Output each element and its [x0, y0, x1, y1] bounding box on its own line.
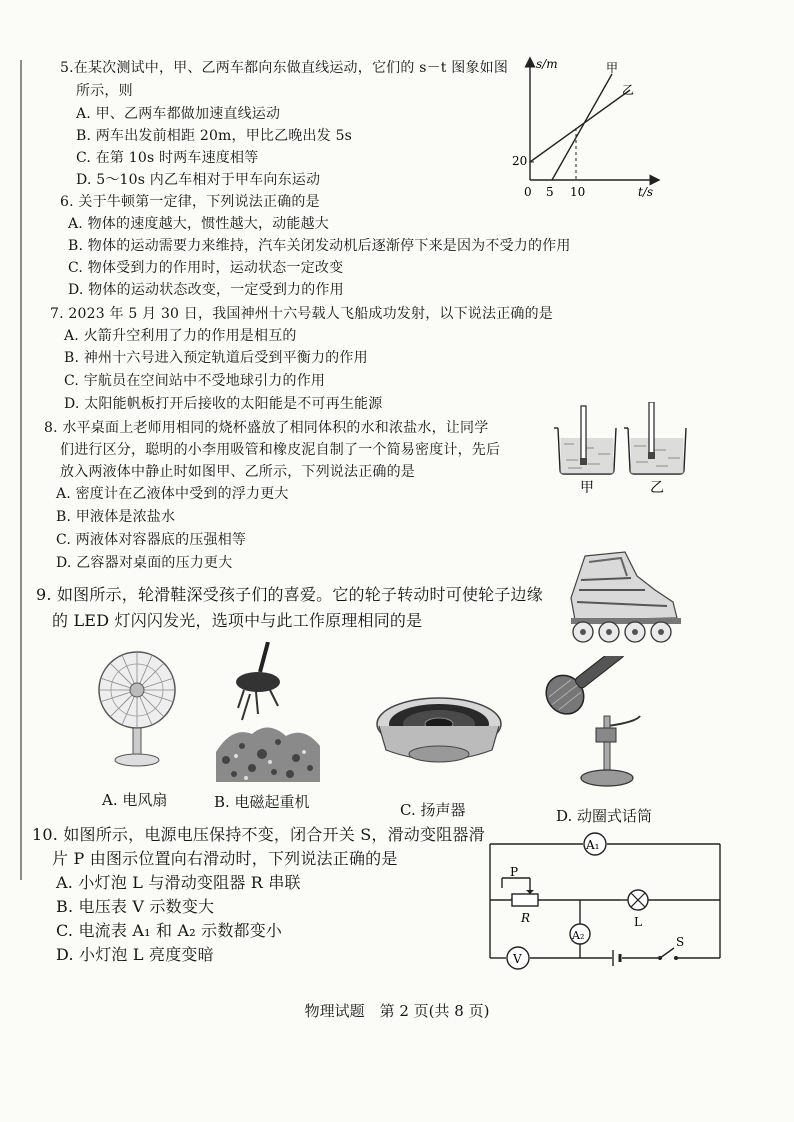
q7-option-d: D. 太阳能帆板打开后接收的太阳能是不可再生能源 — [64, 396, 383, 412]
voltmeter-v — [507, 947, 529, 969]
q10-circuit-diagram — [480, 828, 730, 978]
q7-option-c: C. 宇航员在空间站中不受地球引力的作用 — [64, 373, 326, 389]
graph-line-jia — [552, 74, 612, 180]
graph-y-tick-20: 20 — [512, 154, 528, 168]
q7-stem: 7. 2023 年 5 月 30 日，我国神州十六号载人飞船成功发射，以下说法正确的是 — [50, 306, 554, 322]
beaker-yi — [624, 402, 686, 474]
roller-skate-image — [555, 546, 695, 646]
switch-s — [658, 935, 684, 960]
lamp-l — [628, 890, 648, 929]
beaker-label-jia: 甲 — [580, 480, 594, 494]
q8-option-d: D. 乙容器对桌面的压力更大 — [56, 555, 233, 571]
ammeter-a1 — [584, 833, 606, 855]
graph-label-jia: 甲 — [606, 61, 619, 75]
q9-stem-line2: 的 LED 灯闪闪发光，选项中与此工作原理相同的是 — [52, 611, 423, 630]
q8-option-b: B. 甲液体是浓盐水 — [56, 509, 176, 525]
q7-option-b: B. 神州十六号进入预定轨道后受到平衡力的作用 — [64, 350, 368, 366]
q9-caption-c: C. 扬声器 — [400, 801, 466, 819]
q6-option-b: B. 物体的运动需要力来维持，汽车关闭发动机后逐渐停下来是因为不受力的作用 — [68, 238, 571, 254]
beaker-label-yi: 乙 — [650, 480, 664, 494]
graph-label-yi: 乙 — [622, 83, 635, 97]
slider-label-p: P — [510, 865, 519, 879]
q8-stem-line3: 放入两液体中静止时如图甲、乙所示，下列说法正确的是 — [60, 464, 415, 480]
q8-option-c: C. 两液体对容器底的压强相等 — [56, 532, 247, 548]
slide-rheostat — [510, 865, 538, 925]
svg-text:V: V — [513, 952, 522, 966]
q6-option-c: C. 物体受到力的作用时，运动状态一定改变 — [68, 260, 344, 276]
q10-stem-line2: 片 P 由图示位置向右滑动时，下列说法正确的是 — [52, 849, 398, 868]
graph-x-label: t/s — [638, 185, 654, 199]
q5-option-c: C. 在第 10s 时两车速度相等 — [76, 150, 259, 166]
battery — [613, 950, 620, 966]
beaker-jia — [554, 406, 616, 474]
binding-line — [20, 60, 22, 880]
page-footer: 物理试题 第 2 页(共 8 页) — [304, 1002, 490, 1020]
q6-option-a: A. 物体的速度越大，惯性越大，动能越大 — [68, 216, 330, 232]
q7-option-a: A. 火箭升空利用了力的作用是相互的 — [64, 328, 297, 344]
svg-text:S: S — [676, 935, 685, 949]
electric-fan-image — [92, 648, 182, 768]
densimeter-jia — [581, 406, 586, 464]
q8-beakers-figure — [548, 402, 698, 494]
graph-y-label: s/m — [536, 57, 558, 71]
q5-st-graph — [500, 50, 670, 200]
q9-caption-d: D. 动圈式话筒 — [556, 807, 653, 825]
q5-option-d: D. 5～10s 内乙车相对于甲车向东运动 — [76, 172, 321, 188]
q10-option-a: A. 小灯泡 L 与滑动变阻器 R 串联 — [56, 873, 301, 892]
q9-caption-a: A. 电风扇 — [102, 791, 168, 809]
q8-option-a: A. 密度计在乙液体中受到的浮力更大 — [56, 486, 289, 502]
q5-stem-line2: 所示，则 — [76, 83, 133, 99]
q10-option-b: B. 电压表 V 示数变大 — [56, 897, 215, 916]
moving-coil-microphone-image — [536, 656, 656, 790]
q8-stem-line1: 8. 水平桌面上老师用相同的烧杯盛放了相同体积的水和浓盐水，让同学 — [44, 420, 489, 436]
q5-option-b: B. 两车出发前相距 20m，甲比乙晚出发 5s — [76, 128, 353, 144]
q6-stem: 6. 关于牛顿第一定律，下列说法正确的是 — [60, 194, 320, 210]
densimeter-yi — [649, 402, 654, 458]
loudspeaker-image — [374, 694, 504, 766]
svg-text:A₁: A₁ — [586, 838, 600, 852]
resistor-label-r: R — [521, 911, 531, 925]
ammeter-a2 — [570, 924, 590, 944]
graph-x-tick-0: 0 — [524, 185, 532, 199]
q10-stem-line1: 10. 如图所示，电源电压保持不变，闭合开关 S，滑动变阻器滑 — [32, 825, 485, 844]
q10-option-d: D. 小灯泡 L 亮度变暗 — [56, 945, 214, 964]
svg-text:L: L — [634, 915, 642, 929]
q9-caption-b: B. 电磁起重机 — [214, 793, 310, 811]
q10-option-c: C. 电流表 A₁ 和 A₂ 示数都变小 — [56, 921, 283, 940]
q5-option-a: A. 甲、乙两车都做加速直线运动 — [76, 106, 281, 122]
graph-x-tick-10: 10 — [570, 185, 586, 199]
q9-stem-line1: 9. 如图所示，轮滑鞋深受孩子们的喜爱。它的轮子转动时可使轮子边缘 — [36, 585, 543, 604]
svg-text:A₂: A₂ — [572, 929, 585, 942]
graph-x-tick-5: 5 — [546, 185, 554, 199]
q6-option-d: D. 物体的运动状态改变，一定受到力的作用 — [68, 282, 344, 298]
q8-stem-line2: 们进行区分，聪明的小李用吸管和橡皮泥自制了一个简易密度计，先后 — [60, 442, 501, 458]
electromagnetic-crane-image — [212, 642, 324, 784]
q5-stem-line1: 5.在某次测试中，甲、乙两车都向东做直线运动，它们的 s－t 图象如图 — [60, 60, 509, 76]
graph-line-yi — [530, 90, 630, 162]
